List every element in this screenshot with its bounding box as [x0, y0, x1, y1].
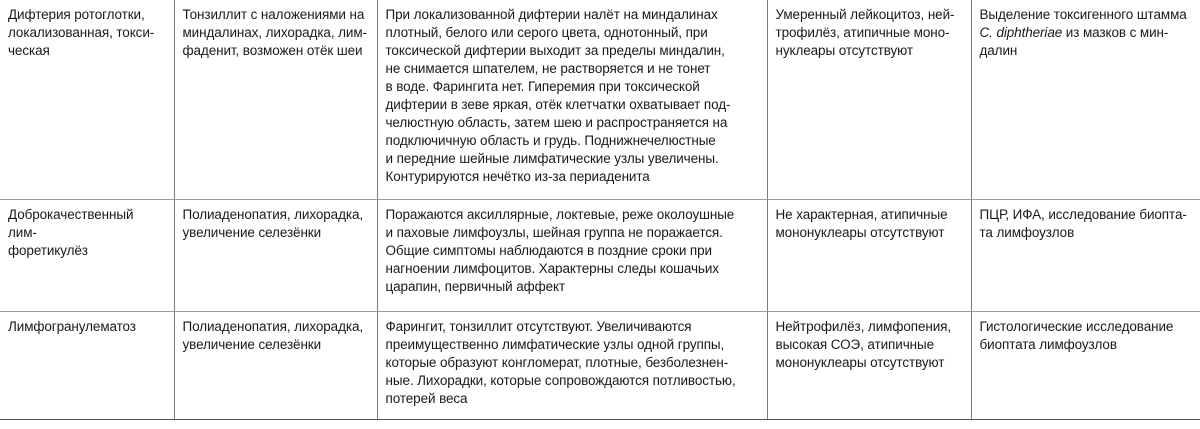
description-text: Фарингит, тонзиллит отсутствуют. Увеличиваются преимущественно лимфатические узлы одной группы, которые образуют конгломерат, плотные, безболезнен- ные. Лихорадки, которые сопровождаются потливостью, потерей веса: [385, 319, 736, 406]
disease-cell: [0, 312, 174, 420]
diagnosis-text-part: Выделение токсигенного штамма: [979, 7, 1187, 22]
description-cell: [377, 0, 767, 200]
description-text: Поражаются аксиллярные, локтевые, реже околоушные и паховые лимфоузлы, шейная группа не поражается. Общие симптомы наблюдаются в поздние сроки при нагноении лимфоцитов. Характерны следы кошачьих царапин, первичный аффект: [385, 207, 735, 294]
syndromes-text: Полиаденопатия, лихорадка, увеличение селезёнки: [182, 207, 364, 240]
diagnosis-cell: [971, 200, 1200, 312]
diagnosis-text: [980, 6, 1193, 60]
syndromes-cell: [174, 0, 377, 200]
table-row: [0, 0, 1200, 200]
syndromes-text: Тонзиллит с наложениями на миндалинах, лихорадка, лим- фаденит, возможен отёк шеи: [182, 7, 367, 58]
table-row: [0, 312, 1200, 420]
blood-cell: [767, 0, 971, 200]
blood-cell: [767, 200, 971, 312]
blood-cell: [767, 312, 971, 420]
syndromes-text: Полиаденопатия, лихорадка, увеличение селезёнки: [182, 319, 364, 352]
disease-name: Лимфогранулематоз: [8, 319, 136, 334]
blood-text: Не характерная, атипичные мононуклеары отсутствуют: [775, 207, 948, 240]
description-cell: [377, 312, 767, 420]
diagnosis-text-part: из мазков с мин- далин: [979, 25, 1169, 58]
disease-cell: [0, 0, 174, 200]
diagnosis-text: ПЦР, ИФА, исследование биопта- та лимфоузлов: [979, 207, 1187, 240]
description-cell: [377, 200, 767, 312]
diagnosis-cell: [971, 0, 1200, 200]
blood-text: Умеренный лейкоцитоз, ней- трофилёз, атипичные моно- нуклеары отсутствуют: [775, 7, 955, 58]
description-text: При локализованной дифтерии налёт на миндалинах плотный, белого или серого цвета, однотонный, при токсической дифтерии выходит за пределы миндалин, не снимается шпателем, не растворяется и не тонет в воде. Фарингита нет. Гиперемия при токсической дифтерии в зеве яркая, отёк клетчатки охватывает под- челюстную область, затем шею и распространяется на подключичную область и грудь. Поднижнечелюстные и передние шейные лимфатические узлы увеличены. Контурируются нечётко из-за периаденита: [385, 7, 731, 184]
diagnosis-text: Гистологические исследование биоптата лимфоузлов: [979, 319, 1174, 352]
pathogen-name: C. diphtheriae: [979, 25, 1063, 40]
disease-name: Доброкачественный лим- форетикулёз: [8, 207, 134, 258]
table-row: [0, 200, 1200, 312]
diagnosis-cell: [971, 312, 1200, 420]
blood-text: Нейтрофилёз, лимфопения, высокая СОЭ, атипичные мононуклеары отсутствуют: [775, 319, 952, 370]
syndromes-cell: [174, 200, 377, 312]
disease-name: Дифтерия ротоглотки, локализованная, токси- ческая: [8, 7, 155, 58]
disease-cell: [0, 200, 174, 312]
syndromes-cell: [174, 312, 377, 420]
